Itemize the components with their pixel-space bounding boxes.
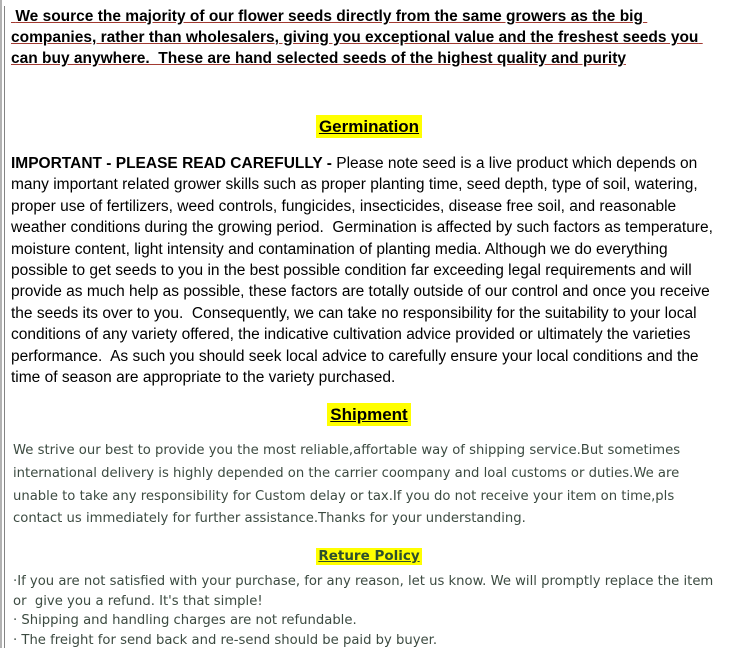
germination-body: Please note seed is a live product which depends on many important related grower skills such as proper planting time, seed depth, type of soil, watering, proper use of fertilizers, weed controls, fungicides, insecticides, disease free soil, and reasonable weather conditions during the growing period. Germination is affected by such factors as temperature, moisture content, light intensity and contamination of planting media. Although we do everything possible to get seeds to you in the best possible condition far exceeding legal requirements and will provide as much help as possible, these factors are totally outside of our control and once you receive the seeds its over to you. Consequently, we can take no responsibility for the suitability to your local conditions of any variety offered, the indicative cultivation advice provided or ultimately the varieties performance. As such you should seek local advice to carefully ensure your local conditions and the time of season are appropriate to the variety purchased.: [11, 155, 718, 387]
intro-paragraph: We source the majority of our flower seeds directly from the same growers as the big companies, rather than wholesalers, giving you exceptional value and the freshest seeds you can buy anywhere. These are hand selected seeds of the highest quality and purity: [11, 8, 703, 67]
content-area: [4, 6, 733, 648]
shipment-paragraph: We strive our best to provide you the most reliable,affortable way of shipping service.But sometimes international delivery is highly depended on the carrier coompany and loal customs or duties.We are unable to take any responsibility for Custom delay or tax.If you do not receive your item on time,pls contact us immediately for further assistance.Thanks for your understanding.: [13, 443, 685, 527]
return-policy-item: ·If you are not satisfied with your purchase, for any reason, let us know. We will promptly replace the item or give you a refund. It's that simple!: [13, 573, 718, 609]
return-policy-item: · Shipping and handling charges are not refundable.: [13, 613, 357, 629]
germination-heading: [11, 115, 727, 138]
shipment-title: Shipment: [327, 403, 410, 426]
shipment-heading: [11, 403, 727, 426]
return-policy-list: [13, 572, 723, 648]
return-policy-title: Reture Policy: [318, 547, 420, 564]
return-policy-item: · The freight for send back and re-send should be paid by buyer.: [13, 633, 438, 648]
return-policy-heading: [11, 547, 727, 565]
important-lead: IMPORTANT - PLEASE READ CAREFULLY -: [11, 155, 337, 172]
germination-title: Germination: [316, 115, 422, 138]
germination-paragraph: [11, 153, 725, 388]
